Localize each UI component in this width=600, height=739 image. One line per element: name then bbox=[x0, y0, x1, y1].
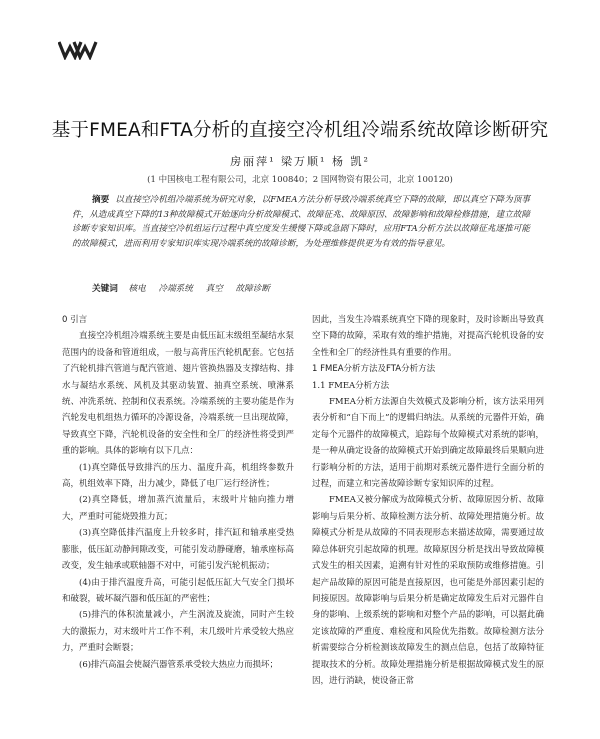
paragraph: FMEA又被分解成为故障模式分析、故障原因分析、故障影响与后果分析、故障检测方法分析、故障处理措施分析。故障模式分析是从故障的不同表现形态来描述故障，需要通过故障总体研究引起故障的机理。故障原因分析是找出导致故障模式发生的相关因素，追溯有针对性的采取预防或维修措施。引起产品故障的原因可能是直接原因，也可能是外部因素引起的间接原因。故障影响与后果分析是确定故障发生后对元器件自身的影响、上级系统的影响和对整个产品的影响，可以据此确定该故障的严重度、难检度和风险优先指数。故障检测方法分析需要综合分析检测该故障发生的测点信息，包括了故障特征提取技术的分析。故障处理措施分析是根据故障模式发生的原因，进行消缺，使设备正常 bbox=[312, 495, 544, 686]
section-heading: 0 引言 bbox=[62, 315, 88, 325]
journal-logo-icon bbox=[58, 38, 98, 60]
keyword-item: 核电 bbox=[128, 284, 146, 294]
affiliation: (1 中国核电工程有限公司，北京 100840；2 国网物资有限公司，北京 100120) bbox=[147, 175, 453, 185]
keywords bbox=[92, 282, 280, 294]
list-item: (1)真空降低导致排汽的压力、温度升高，机组终参数升高，机组效率下降，出力减少，降低了电厂运行经济性； bbox=[62, 462, 294, 490]
keywords-label: 关键词 bbox=[92, 284, 118, 294]
section-heading: 1 FMEA分析方法及FTA分析方法 bbox=[312, 364, 436, 375]
paragraph: 因此，当发生冷端系统真空下降的现象时，及时诊断出导致真空下降的故障，采取有效的维护措施，对提高汽轮机设备的安全性和全厂的经济性具有重要的作用。 bbox=[312, 315, 544, 358]
paper-title: 基于FMEA和FTA分析的直接空冷机组冷端系统故障诊断研究 bbox=[51, 120, 549, 141]
right-column bbox=[312, 312, 544, 689]
author-list: 房丽萍¹ 梁万顺¹ 杨 凯² bbox=[230, 155, 370, 168]
paragraph: FMEA分析方法源自失效模式及影响分析，该方法采用列表分析和“自下而上”的逻辑归纳法。从系统的元器件开始，确定每个元器件的故障模式，追踪每个故障模式对系统的影响，是一种从确定设备的故障模式开始到确定故障最终后果顺向进行影响分析的方法，适用于前期对系统元器件进行全面分析的过程，而建立和完善故障诊断专家知识库的过程。 bbox=[312, 397, 544, 490]
keyword-item: 故障诊断 bbox=[235, 284, 270, 294]
list-item: (6)排汽高温会使凝汽器管系承受较大热应力而损坏； bbox=[79, 659, 279, 670]
list-item: (5)排汽的体积流量减小，产生涡流及旋流，同时产生较大的激振力，对末级叶片工作不利，末几级叶片承受较大热应力，严重时会断裂； bbox=[62, 610, 294, 654]
paragraph: 直接空冷机组冷端系统主要是由低压缸末级组至凝结水泵范围内的设备和管道组成，一般与高背压汽轮机配套。它包括了汽轮机排汽管道与配汽管道、翅片管换热器及支撑结构、排水与凝结水系统、风机及其驱动装置、抽真空系统、喷淋系统、冲洗系统、控制和仪表系统。冷端系统的主要功能是作为汽轮发电机组热力循环的冷源设备，冷端系统一旦出现故障，导致真空下降，汽轮机设备的安全性和全厂的经济性将受到严重的影响。具体的影响有以下几点： bbox=[62, 331, 294, 457]
list-item: (2)真空降低，增加蒸汽流量后，末级叶片轴向推力增大，严重时可能烧毁推力瓦； bbox=[62, 495, 294, 522]
list-item: (4)由于排汽温度升高，可能引起低压缸大气安全门损坏和破裂，破坏凝汽器和低压缸的严密性； bbox=[62, 577, 294, 604]
abstract-label: 摘要 bbox=[92, 195, 110, 205]
subsection-heading: 1.1 FMEA分析方法 bbox=[312, 380, 390, 391]
list-item: (3)真空降低排汽温度上升较多时，排汽缸和轴承座受热膨胀，低压缸动静间隙改变，可能引发动静碰磨，轴承座标高改变，发生轴承或联轴器不对中，可能引发汽轮机振动； bbox=[62, 528, 294, 572]
abstract-text: 以直接空冷机组冷端系统为研究对象，以FMEA方法分析导致冷端系统真空下降的故障，即以真空下降为顶事件，从造成真空下降的13种故障模式开始逐向分析故障模式、故障征兆、故障原因、故障影响和故障检修措施，建立故障诊断专家知识库。当直接空冷机组运行过程中真空度发生缓慢下降或急剧下降时，应用FTA分析方法以故障征兆逐推可能的故障模式，进而利用专家知识库实现冷端系统的故障诊断，为处理维修提供更为有效的指导意见。 bbox=[72, 195, 530, 249]
abstract bbox=[72, 193, 530, 251]
keyword-item: 冷端系统 bbox=[158, 284, 193, 294]
keyword-item: 真空 bbox=[205, 284, 223, 294]
left-column bbox=[62, 312, 294, 673]
